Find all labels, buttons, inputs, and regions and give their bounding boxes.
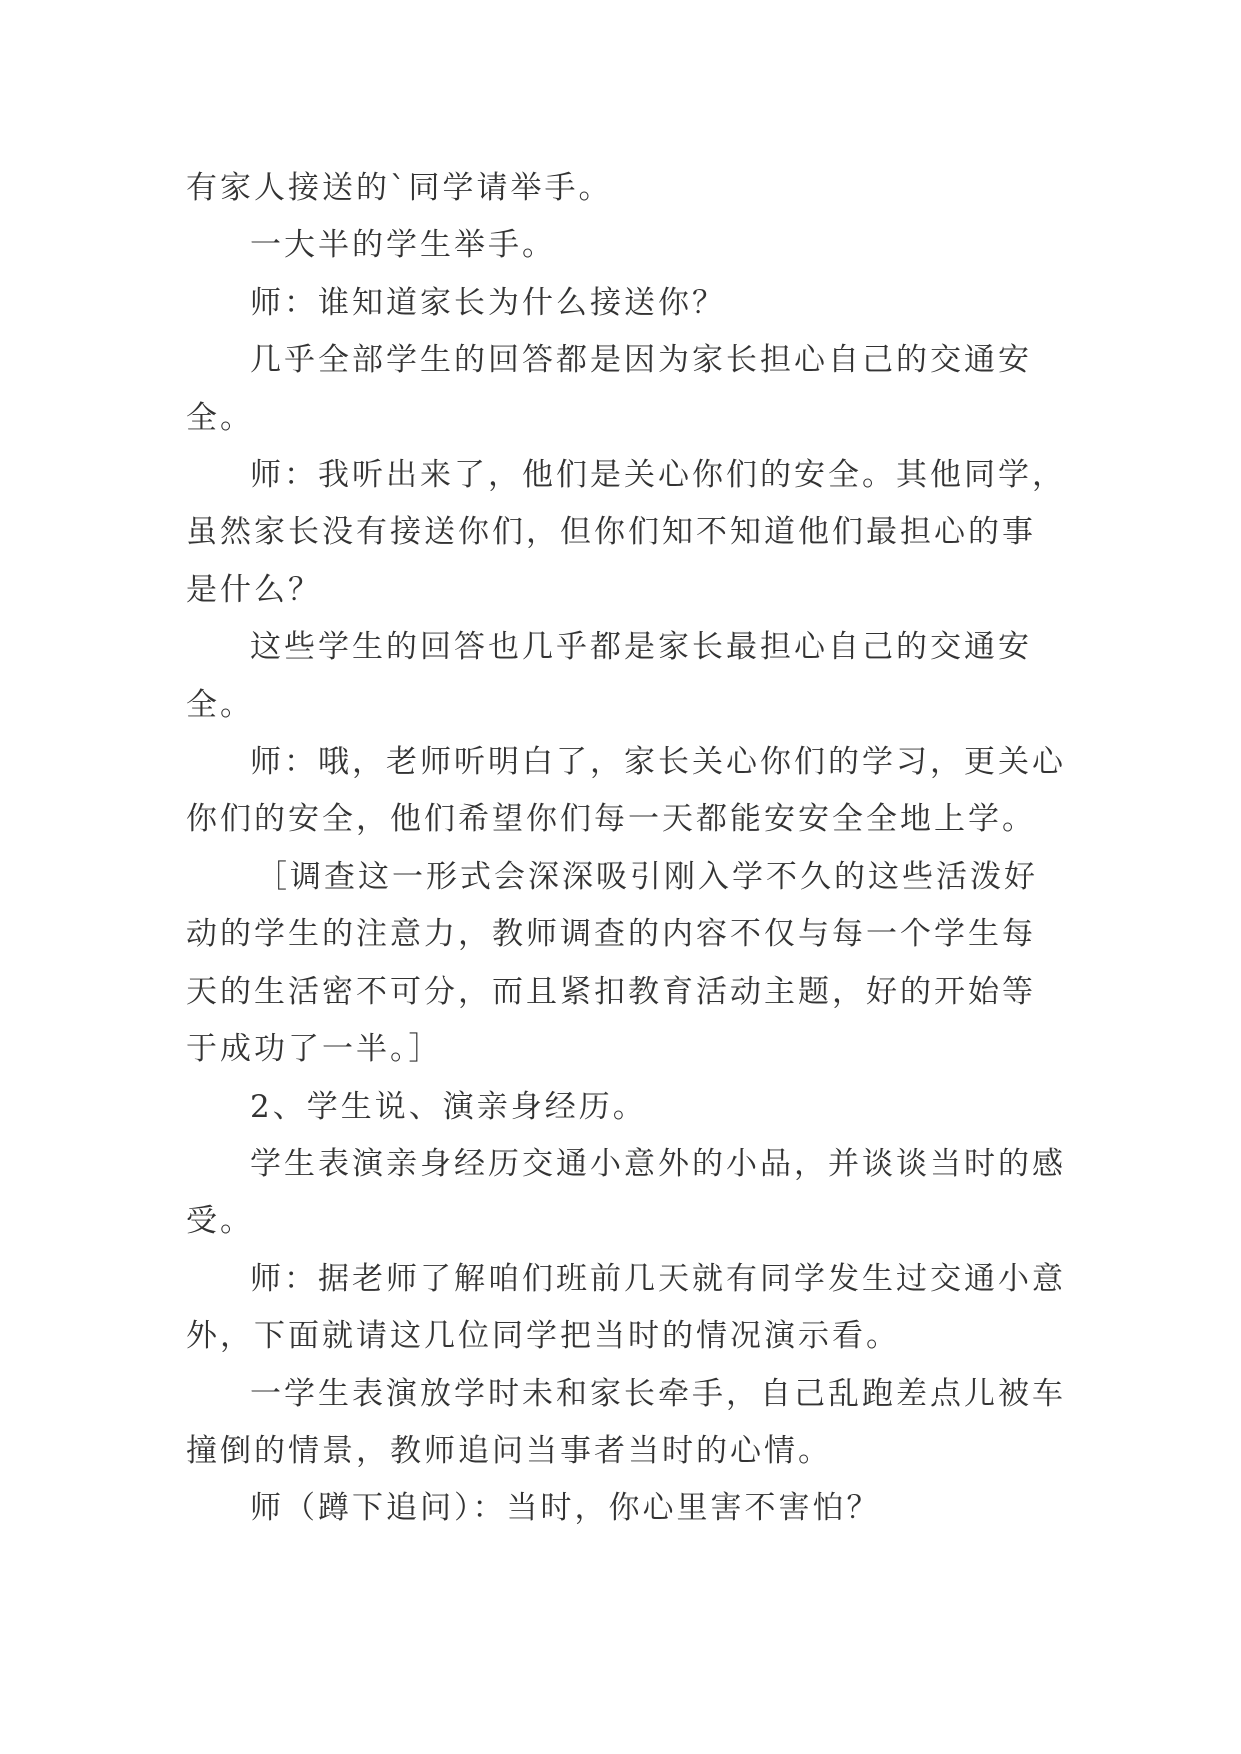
paragraph: 一学生表演放学时未和家长牵手，自己乱跑差点儿被车撞倒的情景，教师追问当事者当时的心情。 <box>186 1375 1066 1469</box>
paragraph: 师：哦，老师听明白了，家长关心你们的学习，更关心你们的安全，他们希望你们每一天都能安安全全地上学。 <box>186 744 1066 838</box>
paragraph: 师：据老师了解咱们班前几天就有同学发生过交通小意外，下面就请这几位同学把当时的情况演示看。 <box>186 1260 1066 1355</box>
section-heading-paragraph: 2、学生说、演亲身经历。 <box>250 1088 647 1125</box>
paragraph: 师（蹲下追问）：当时，你心里害不害怕？ <box>250 1490 881 1527</box>
bracket-commentary-paragraph: ［调查这一形式会深深吸引刚入学不久的这些活泼好动的学生的注意力，教师调查的内容不仅与每一个学生每天的生活密不可分，而且紧扣教育活动主题，好的开始等于成功了一半。］ <box>186 858 1038 1068</box>
paragraph: 几乎全部学生的回答都是因为家长担心自己的交通安全。 <box>186 342 1032 436</box>
document-body <box>186 160 1066 1538</box>
paragraph: 一大半的学生举手。 <box>250 227 556 264</box>
paragraph: 这些学生的回答也几乎都是家长最担心自己的交通安全。 <box>186 629 1032 723</box>
paragraph: 学生表演亲身经历交通小意外的小品，并谈谈当时的感受。 <box>186 1145 1066 1240</box>
paragraph: 师：我听出来了，他们是关心你们的安全。其他同学，虽然家长没有接送你们，但你们知不知道他们最担心的事是什么？ <box>186 457 1066 608</box>
paragraph: 师：谁知道家长为什么接送你？ <box>250 284 726 321</box>
paragraph: 有家人接送的`同学请举手。 <box>186 170 613 206</box>
